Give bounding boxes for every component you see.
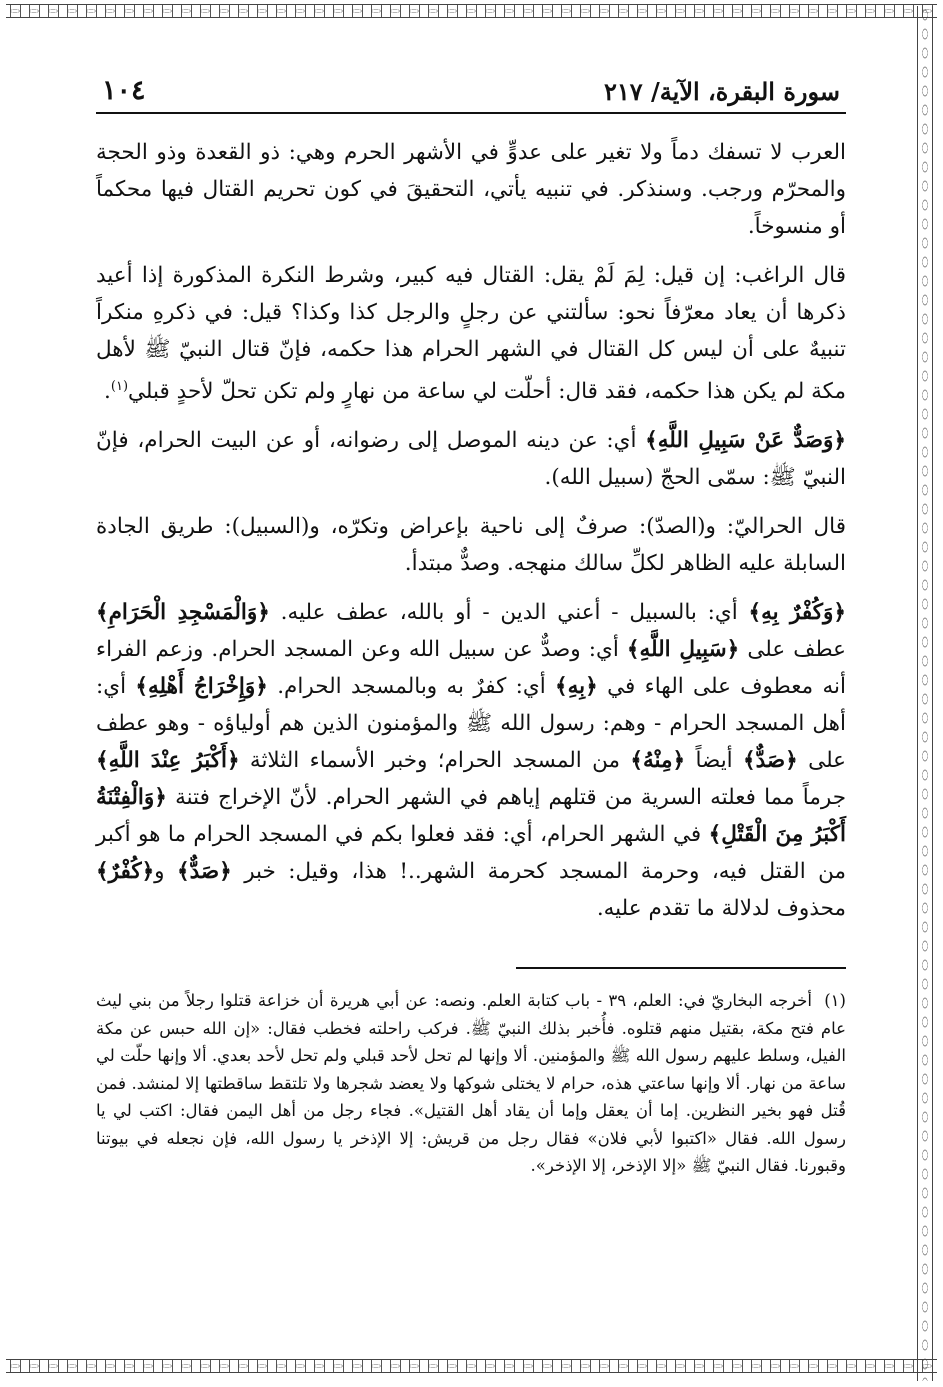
paragraph [96, 422, 846, 496]
quran-quote: ﴿سَبِيلِ اللَّهِ﴾ [626, 637, 740, 663]
text-segment: أي: عن دينه الموصل إلى رضوانه، أو عن البيت الحرام، فإنّ النبيّ ﷺ: سمّى الحجّ (سبيل الله). [96, 428, 846, 491]
footnote-1 [96, 987, 846, 1180]
text-segment: . [104, 379, 111, 405]
text-segment: جرماً مما فعلته السرية من قتلهم إياهم في الشهر الحرام. لأنّ الإخراج فتنة [166, 785, 846, 811]
text-segment: أي: أهل المسجد الحرام - وهم: رسول الله ﷺ والمؤمنون الذين هم أولياؤه - وهو عطف على [96, 674, 847, 774]
paragraph [96, 257, 846, 410]
book-page [96, 60, 846, 1180]
ornamental-border-bottom [6, 1359, 937, 1373]
ornamental-border-right [917, 6, 933, 1381]
text-segment: من المسجد الحرام؛ وخبر الأسماء الثلاثة [239, 748, 631, 774]
ornamental-border-top [6, 4, 937, 18]
quran-quote: ﴿وَإِخْرَاجُ أَهْلِهِ﴾ [135, 674, 268, 700]
text-segment: العرب لا تسفك دماً ولا تغير على عدوٍّ في الأشهر الحرم وهي: ذو القعدة وذو الحجة والمحرّم ورجب. وسنذكر. في تنبيه يأتي، التحقيقَ في كون تحريم القتال فيها محكماً أو منسوخاً. [96, 140, 846, 239]
quran-quote: ﴿بِهِ﴾ [555, 674, 598, 700]
text-segment: أيضاً [685, 748, 744, 774]
footnote-number: (١) [824, 991, 846, 1011]
quran-quote: ﴿أَكْبَرُ عِنْدَ اللَّهِ﴾ [96, 748, 240, 774]
quran-quote: ﴿كُفْرٌ﴾ [96, 859, 155, 885]
page-header [96, 60, 846, 114]
text-segment: قال الحراليّ: و(الصدّ): صرفٌ إلى ناحية بإعراض وتكرّه، و(السبيل): طريق الجادة السابلة عليه الظاهر لكلِّ سالك منهجه. وصدٌّ مبتدأ. [96, 514, 846, 577]
paragraph [96, 594, 846, 927]
footnote-text: أخرجه البخاريّ في: العلم، ٣٩ - باب كتابة العلم. ونصه: عن أبي هريرة أن خزاعة قتلوا رجلاً من بني ليث عام فتح مكة، بقتيل منهم قتلوه. فأُخبر بذلك النبيّ ﷺ. فركب راحلته فخطب فقال: «إن الله حبس عن مكة الفيل، وسلط عليهم رسول الله ﷺ والمؤمنين. ألا وإنها لم تحل لأحد قبلي ولم تحل لأحد بعدي. ألا وإنها حلّت لي ساعة من نهار. ألا وإنها ساعتي هذه، حرام لا يختلى شوكها ولا يعضد شجرها ولا تلتقط ساقطتها إلا لمنشد. فمن قُتل فهو بخير النظرين. إما أن يعقل وإما أن يقاد أهل القتيل». فجاء رجل من أهل اليمن فقال: اكتب لي يا رسول الله. فقال «اكتبوا لأبي فلان» فقال رجل من قريش: إلا الإذخر يا رسول الله، فإن نجعله في بيوتنا وقبورنا. فقال النبيّ ﷺ «إلا الإذخر، إلا الإذخر». [96, 991, 846, 1176]
text-segment: أي: وصدٌّ عن سبيل الله وعن المسجد الحرام. وزعم الفراء أنه معطوف على الهاء في [96, 637, 846, 700]
text-segment: أي: بالسبيل - أعني الدين - أو بالله، عطف عليه. [269, 600, 749, 626]
text-segment: و [154, 859, 177, 885]
text-segment: أي: كفرٌ به وبالمسجد الحرام. [267, 674, 556, 700]
text-segment: في الشهر الحرام، أي: فقد فعلوا بكم في المسجد الحرام ما هو أكبر من القتل فيه، وحرمة المسجد كحرمة الشهر..! هذا، وقيل: خبر [96, 822, 846, 885]
paragraph [96, 508, 846, 582]
quran-quote: ﴿مِنْهُ﴾ [630, 748, 686, 774]
text-segment: قال الراغب: إن قيل: لِمَ لَمْ يقل: القتال فيه كبير، وشرط النكرة المذكورة إذا أعيد ذكرها أن يعاد معرّفاً نحو: سألتني عن رجلٍ والرجل كذا وكذا؟ قيل: في ذكرهِ منكراً تنبيهٌ على أن ليس كل القتال في الشهر الحرام هذا حكمه، فإنّ قتال النبيّ ﷺ لأهل مكة لم يكن هذا حكمه، فقد قال: أحلّت لي ساعة من نهارٍ ولم تكن تحلّ لأحدٍ قبلي [96, 263, 846, 405]
main-text [96, 134, 846, 927]
quran-quote: ﴿وَصَدٌّ عَنْ سَبِيلِ اللَّهِ﴾ [645, 428, 846, 454]
text-segment: محذوف لدلالة ما تقدم عليه. [596, 896, 846, 922]
footnote-ref: (١) [110, 379, 129, 394]
surah-title: سورة البقرة، الآية/ ٢١٧ [603, 77, 840, 106]
footnote-divider [516, 967, 846, 969]
text-segment: عطف على [739, 637, 846, 663]
quran-quote: ﴿وَالْفِتْنَةُ أَكْبَرُ مِنَ الْقَتْلِ﴾ [96, 785, 846, 848]
quran-quote: ﴿صَدٌّ﴾ [743, 748, 798, 774]
paragraph [96, 134, 846, 245]
page-number: ١٠٤ [102, 75, 146, 106]
footnotes [96, 987, 846, 1180]
quran-quote: ﴿وَالْمَسْجِدِ الْحَرَامِ﴾ [96, 600, 270, 626]
quran-quote: ﴿وَكُفْرٌ بِهِ﴾ [748, 600, 846, 626]
quran-quote: ﴿صَدٌّ﴾ [177, 859, 232, 885]
